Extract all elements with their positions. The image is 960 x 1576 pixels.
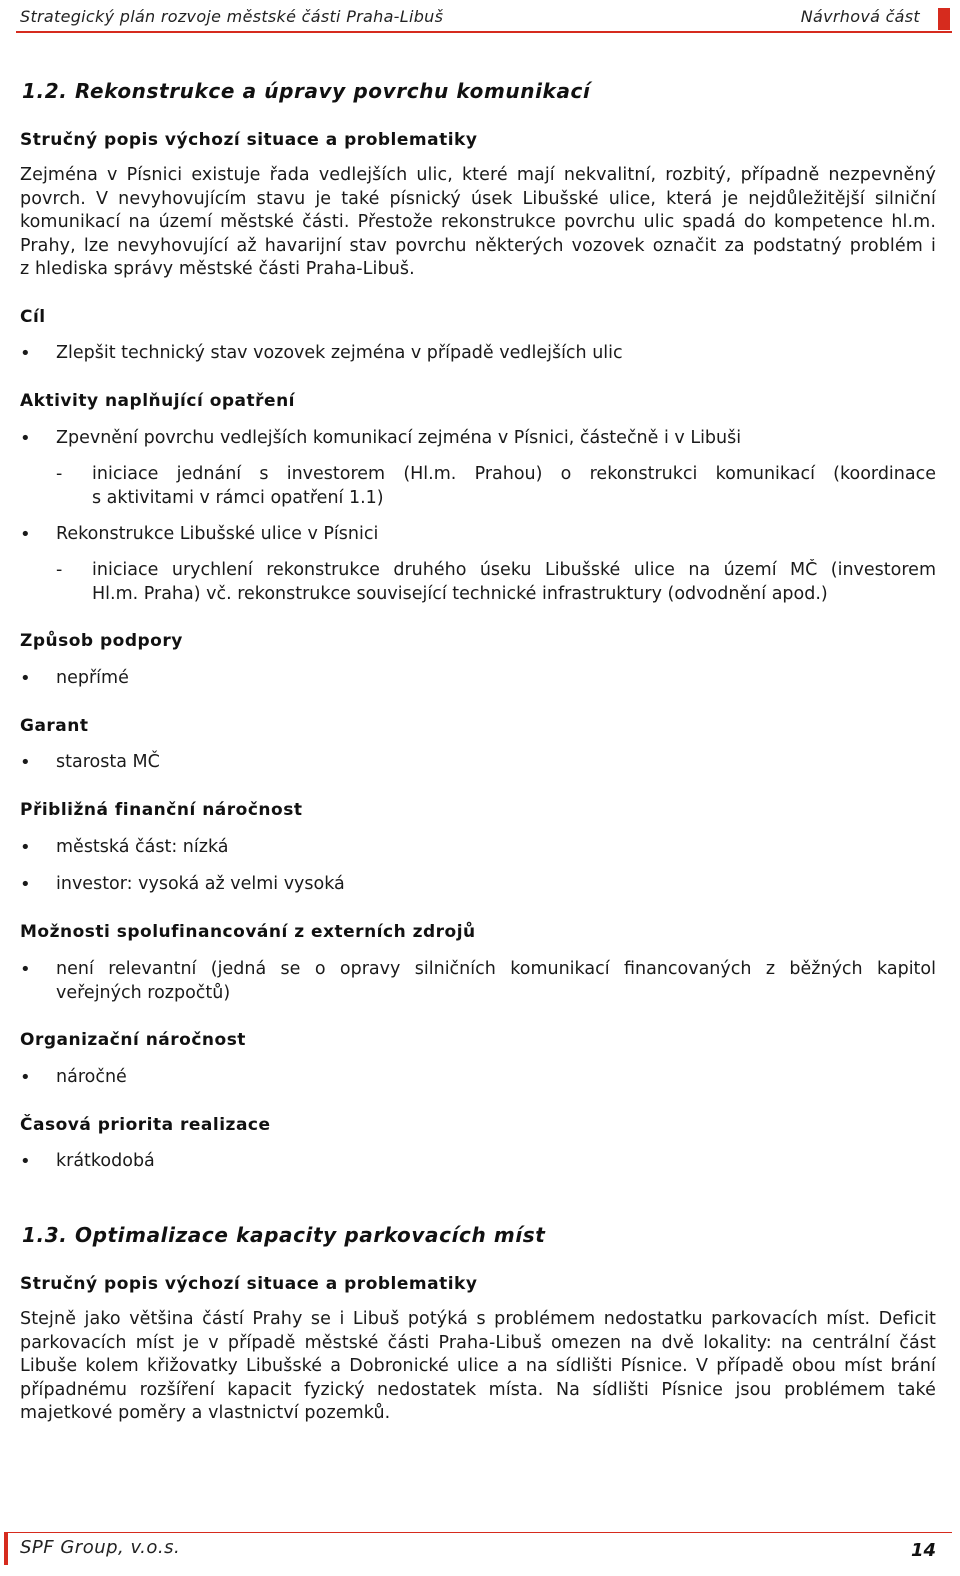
bullet-icon: •	[20, 428, 31, 449]
footer-company: SPF Group, v.o.s.	[20, 1537, 181, 1558]
bullet-icon: •	[20, 1067, 31, 1088]
sub-list-item-text	[92, 463, 936, 510]
paragraph-line: parkovacích míst je v případě městské části Praha-Libuš omezen na dvě lokality: na centrální část	[20, 1332, 936, 1353]
list-item-text: nepřímé	[56, 668, 129, 688]
list-item-text: starosta MČ	[56, 752, 160, 772]
cofinancing-heading: Možnosti spolufinancování z externích zdrojů	[20, 922, 476, 942]
list-item-text: Zpevnění povrchu vedlejších komunikací zejména v Písnici, částečně i v Libuši	[56, 428, 742, 448]
header-accent-bar	[938, 8, 950, 30]
list-item-text: Rekonstrukce Libušské ulice v Písnici	[56, 524, 379, 544]
guarantor-heading: Garant	[20, 716, 89, 736]
list-item-text: městská část: nízká	[56, 837, 229, 857]
footer-divider	[4, 1532, 952, 1533]
finance-heading: Přibližná finanční náročnost	[20, 800, 303, 820]
bullet-icon: •	[20, 752, 31, 773]
situation-paragraph	[20, 1308, 936, 1426]
activities-heading: Aktivity naplňující opatření	[20, 391, 295, 411]
bullet-icon: •	[20, 524, 31, 545]
paragraph-line: komunikací na území městské části. Přestože rekonstrukce povrchu ulic spadá do kompetence hl.m.	[20, 212, 936, 232]
situation-heading: Stručný popis výchozí situace a problematiky	[20, 130, 478, 150]
goal-heading: Cíl	[20, 307, 46, 327]
dash-icon: -	[56, 464, 63, 484]
sub-line: iniciace urychlení rekonstrukce druhého úseku Libušské ulice na území MČ (investorem	[92, 560, 936, 580]
support-heading: Způsob podpory	[20, 631, 183, 651]
dash-icon: -	[56, 560, 63, 580]
header-divider	[16, 31, 952, 33]
section-title-1-3: 1.3. Optimalizace kapacity parkovacích míst	[22, 1223, 546, 1247]
paragraph-line: Prahy, lze nevyhovující až havarijní stav povrchu některých vozovek označit za podstatný problém i	[20, 235, 936, 256]
bullet-icon: •	[20, 959, 31, 980]
sub-line: s aktivitami v rámci opatření 1.1)	[92, 487, 384, 508]
list-line: veřejných rozpočtů)	[56, 982, 231, 1003]
page-number: 14	[910, 1540, 936, 1561]
paragraph-line: Zejména v Písnici existuje řada vedlejších ulic, které mají nekvalitní, rozbitý, případně nezpevněný	[20, 165, 936, 185]
bullet-icon: •	[20, 874, 31, 895]
list-item-text	[56, 958, 936, 1005]
situation-paragraph	[20, 164, 936, 282]
section-title-1-2: 1.2. Rekonstrukce a úpravy povrchu komunikací	[22, 79, 591, 103]
paragraph-line: případnému rozšíření kapacit fyzický nedostatek místa. Na sídlišti Písnice jsou problémem také	[20, 1379, 936, 1400]
document-title: Strategický plán rozvoje městské části Praha-Libuš	[20, 7, 444, 26]
paragraph-line: z hlediska správy městské části Praha-Libuš.	[20, 259, 415, 279]
bullet-icon: •	[20, 837, 31, 858]
sub-list-item-text	[92, 559, 936, 606]
page-header	[20, 7, 920, 29]
bullet-icon: •	[20, 1151, 31, 1172]
list-item-text: náročné	[56, 1067, 127, 1087]
situation-heading: Stručný popis výchozí situace a problematiky	[20, 1274, 478, 1294]
footer-accent-bar	[4, 1533, 8, 1565]
sub-line: iniciace jednání s investorem (Hl.m. Prahou) o rekonstrukci komunikací (koordinace	[92, 464, 936, 484]
list-item-text: investor: vysoká až velmi vysoká	[56, 874, 345, 894]
organization-heading: Organizační náročnost	[20, 1030, 246, 1050]
sub-line: Hl.m. Praha) vč. rekonstrukce související technické infrastruktury (odvodnění apod.)	[92, 583, 828, 604]
list-item-text: Zlepšit technický stav vozovek zejména v případě vedlejších ulic	[56, 343, 623, 363]
bullet-icon: •	[20, 343, 31, 364]
bullet-icon: •	[20, 668, 31, 689]
paragraph-line: povrch. V nevyhovujícím stavu je také písnický úsek Libušské ulice, která je nejdůležitější silniční	[20, 188, 936, 209]
list-line: není relevantní (jedná se o opravy silničních komunikací financovaných z běžných kapitol	[56, 959, 936, 979]
priority-heading: Časová priorita realizace	[20, 1115, 271, 1135]
paragraph-line: majetkové poměry a vlastnictví pozemků.	[20, 1403, 391, 1423]
paragraph-line: Stejně jako většina částí Prahy se i Libuš potýká s problémem nedostatku parkovacích míst. Deficit	[20, 1309, 936, 1329]
paragraph-line: Libuše kolem křižovatky Libušské a Dobronické ulice a na sídlišti Písnice. V případě obou míst brání	[20, 1356, 936, 1376]
document-part: Návrhová část	[800, 7, 920, 26]
list-item-text: krátkodobá	[56, 1151, 155, 1171]
